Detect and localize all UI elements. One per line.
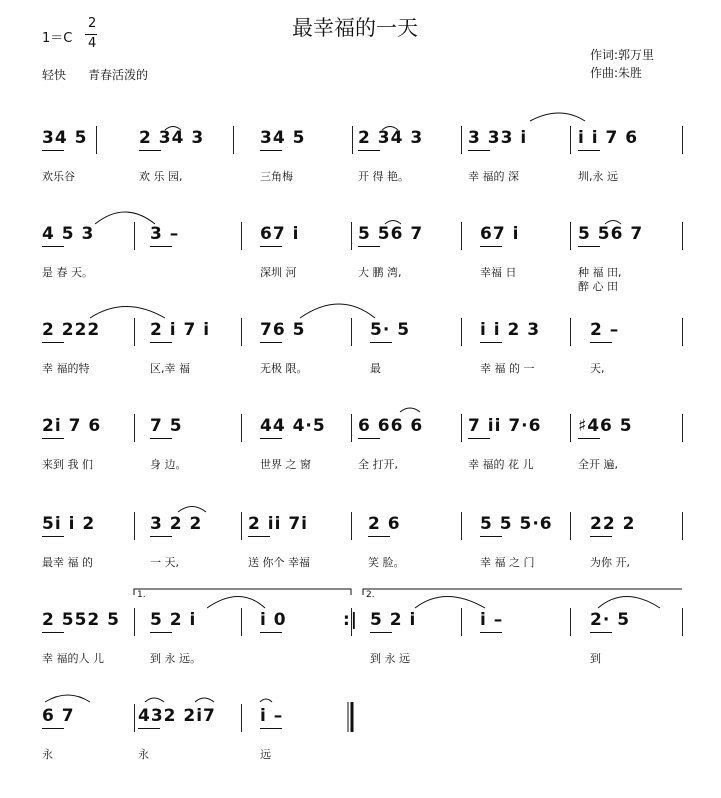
repeat-sign: :|	[343, 610, 359, 630]
measure-lyric: 三角梅	[260, 170, 293, 183]
measure-notes: 2 34 3	[139, 128, 205, 148]
measure-lyric: 送 你个 幸福	[248, 556, 310, 569]
measure-lyric: 幸福 日	[480, 266, 517, 279]
beam-underline	[480, 342, 502, 343]
beam-underline	[578, 438, 600, 439]
measure-notes: 5i i 2	[42, 514, 96, 534]
barline	[241, 222, 242, 250]
beam-underline	[260, 438, 282, 439]
measure-lyric: 最幸 福 的	[42, 556, 93, 569]
measure-lyric: 大 鹏 湾,	[358, 266, 402, 279]
measure-notes: 3 –	[150, 224, 180, 244]
measure-lyric: 开 得 艳。	[358, 170, 409, 183]
beam-underline	[150, 438, 172, 439]
measure-notes: i i 7 6	[578, 128, 639, 148]
beam-underline	[578, 246, 600, 247]
measure-notes: 2 34 3	[358, 128, 424, 148]
barline	[241, 512, 242, 540]
barline	[351, 318, 352, 346]
measure-notes: i –	[480, 610, 504, 630]
second-verse-lyric: 醉 心 田	[578, 280, 618, 293]
beam-underline	[260, 632, 282, 633]
beam-underline	[138, 728, 160, 729]
beam-underline	[150, 246, 172, 247]
beam-underline	[150, 632, 172, 633]
measure-notes: 2i 7 6	[42, 416, 102, 436]
measure-notes: 22 2	[590, 514, 636, 534]
measure-lyric: 幸 福的 深	[468, 170, 519, 183]
beam-underline	[42, 632, 64, 633]
beam-underline	[590, 536, 612, 537]
measure-lyric: 圳,永 远	[578, 170, 618, 183]
key-signature: 1＝C	[42, 31, 73, 46]
barline	[461, 318, 462, 346]
measure-lyric: 幸 福的特	[42, 362, 90, 375]
measure-lyric: 到 永 远。	[150, 652, 201, 665]
measure-lyric: 无极 限。	[260, 362, 308, 375]
barline	[96, 126, 97, 154]
beam-underline	[590, 632, 612, 633]
tempo-marking: 轻快	[42, 68, 67, 82]
measure-notes: i –	[260, 706, 284, 726]
beam-underline	[480, 536, 502, 537]
measure-notes: 2 –	[590, 320, 620, 340]
mood-marking: 青春活泼的	[88, 68, 149, 82]
measure-lyric: 深圳 河	[260, 266, 297, 279]
beam-underline	[468, 438, 490, 439]
beam-underline	[150, 536, 172, 537]
beam-underline	[590, 342, 612, 343]
measure-lyric: 幸 福的 花 儿	[468, 458, 534, 471]
barline	[461, 414, 462, 442]
beam-underline	[42, 728, 64, 729]
song-title: 最幸福的一天	[292, 16, 418, 40]
measure-notes: 2· 5	[590, 610, 631, 630]
beam-underline	[42, 536, 64, 537]
measure-lyric: 身 边。	[150, 458, 187, 471]
barline	[461, 222, 462, 250]
measure-lyric: 永	[138, 748, 149, 761]
measure-notes: 2 222	[42, 320, 101, 340]
measure-lyric: 远	[260, 748, 271, 761]
measure-notes: 5 2 i	[370, 610, 417, 630]
beam-underline	[42, 246, 64, 247]
beam-underline	[480, 632, 502, 633]
measure-lyric: 欢 乐 园,	[139, 170, 183, 183]
barline	[241, 318, 242, 346]
measure-notes: 6 7	[42, 706, 75, 726]
measure-lyric: 到 永 远	[370, 652, 410, 665]
barline	[570, 126, 571, 154]
beam-underline	[260, 246, 282, 247]
measure-notes: 4 5 3	[42, 224, 95, 244]
beam-underline	[260, 150, 282, 151]
volta-brackets	[134, 589, 682, 595]
measure-lyric: 世界 之 窗	[260, 458, 311, 471]
time-signature-bottom: 4	[88, 36, 97, 51]
barline	[351, 414, 352, 442]
measure-lyric: 区,幸 福	[150, 362, 190, 375]
barline	[570, 222, 571, 250]
measure-notes: i i 2 3	[480, 320, 541, 340]
measure-notes: 44 4·5	[260, 416, 326, 436]
measure-notes: i 0	[260, 610, 287, 630]
composer-credit: 作曲:朱胜	[590, 66, 643, 80]
barline	[682, 512, 683, 540]
barline	[241, 608, 242, 636]
barline	[134, 414, 135, 442]
barline	[233, 126, 234, 154]
barline	[351, 222, 352, 250]
measure-lyric: 笑 脸。	[368, 556, 405, 569]
measure-notes: 5 56 7	[358, 224, 424, 244]
measure-lyric: 永	[42, 748, 53, 761]
lyricist-credit: 作词:郭万里	[590, 48, 655, 62]
barline	[461, 512, 462, 540]
beam-underline	[370, 342, 392, 343]
measure-notes: 2 552 5	[42, 610, 120, 630]
measure-notes: 432 2i7	[138, 706, 216, 726]
beam-underline	[42, 342, 64, 343]
measure-notes: 5 2 i	[150, 610, 197, 630]
beam-underline	[260, 728, 282, 729]
barline	[134, 608, 135, 636]
barline	[570, 512, 571, 540]
barline	[570, 318, 571, 346]
measure-lyric: 一 天,	[150, 556, 179, 569]
measure-lyric: 来到 我 们	[42, 458, 93, 471]
measure-lyric: 种 福 田,	[578, 266, 622, 279]
measure-lyric: 最	[370, 362, 381, 375]
beam-underline	[370, 632, 392, 633]
barline	[241, 704, 242, 732]
barline	[241, 414, 242, 442]
measure-notes: 76 5	[260, 320, 306, 340]
barline	[134, 222, 135, 250]
beam-underline	[139, 150, 161, 151]
barline	[351, 512, 352, 540]
beam-underline	[368, 536, 390, 537]
barline	[570, 414, 571, 442]
barline	[352, 126, 353, 154]
measure-notes: 6 66 6	[358, 416, 424, 436]
barline	[682, 222, 683, 250]
measure-notes: 2 6	[368, 514, 401, 534]
measure-notes: 7 ii 7·6	[468, 416, 542, 436]
measure-notes: 67 i	[260, 224, 300, 244]
barline	[461, 608, 462, 636]
measure-lyric: 欢乐谷	[42, 170, 75, 183]
measure-lyric: 是 春 天。	[42, 266, 93, 279]
measure-notes: 3 2 2	[150, 514, 203, 534]
volta-first-label: 1.	[137, 590, 146, 600]
measure-lyric: 到	[590, 652, 601, 665]
measure-notes: 2 i 7 i	[150, 320, 211, 340]
beam-underline	[42, 150, 64, 151]
measure-notes: 2 ii 7i	[248, 514, 308, 534]
barline	[134, 512, 135, 540]
barline	[134, 318, 135, 346]
measure-notes: 5· 5	[370, 320, 411, 340]
measure-notes: 34 5	[42, 128, 88, 148]
measure-notes: 3 33 i	[468, 128, 528, 148]
measure-notes: 7 5	[150, 416, 183, 436]
beam-underline	[42, 438, 64, 439]
measure-notes: 5 5 5·6	[480, 514, 553, 534]
beam-underline	[358, 150, 380, 151]
beam-underline	[260, 342, 282, 343]
barline	[682, 126, 683, 154]
beam-underline	[248, 536, 270, 537]
beam-underline	[358, 246, 380, 247]
measure-lyric: 天,	[590, 362, 605, 375]
measure-lyric: 幸 福 之 门	[480, 556, 535, 569]
measure-notes: 34 5	[260, 128, 306, 148]
measure-lyric: 为你 开,	[590, 556, 630, 569]
beam-underline	[578, 150, 600, 151]
barline	[682, 414, 683, 442]
barline	[351, 704, 352, 732]
measure-notes: ♯46 5	[578, 416, 633, 436]
measure-lyric: 全开 遍,	[578, 458, 618, 471]
barline	[682, 608, 683, 636]
beam-underline	[468, 150, 490, 151]
measure-lyric: 幸 福的人 儿	[42, 652, 104, 665]
barline	[134, 704, 135, 732]
measure-notes: 5 56 7	[578, 224, 644, 244]
barline	[570, 608, 571, 636]
volta-second-label: 2.	[366, 590, 375, 600]
time-signature-line	[85, 34, 97, 35]
measure-lyric: 幸 福 的 一	[480, 362, 535, 375]
barline	[461, 126, 462, 154]
measure-notes: 67 i	[480, 224, 520, 244]
beam-underline	[358, 438, 380, 439]
beam-underline	[480, 246, 502, 247]
time-signature-top: 2	[88, 16, 97, 31]
beam-underline	[150, 342, 172, 343]
barline	[682, 318, 683, 346]
measure-lyric: 全 打开,	[358, 458, 398, 471]
